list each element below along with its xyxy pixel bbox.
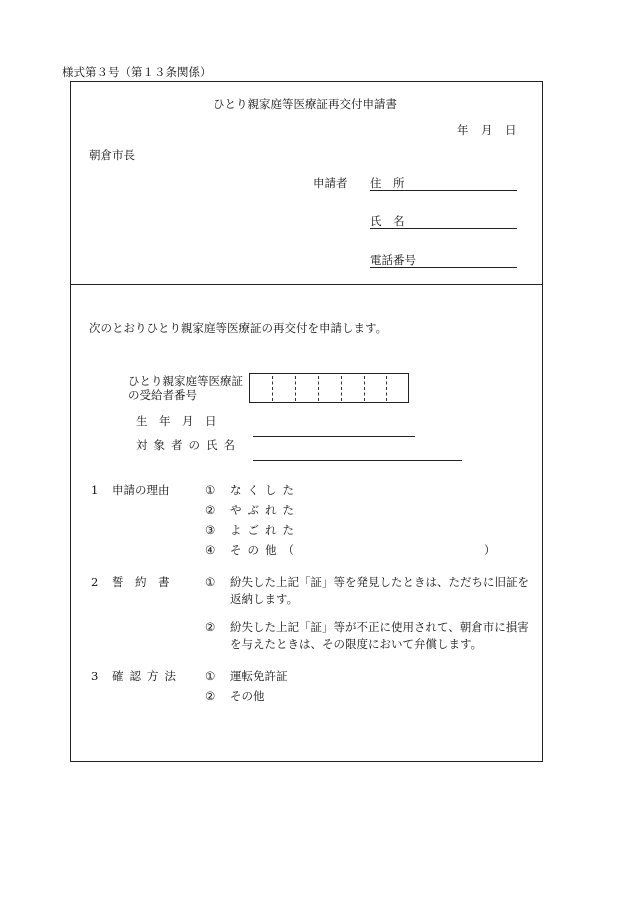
verification-option-mark[interactable]: ① [205,669,216,683]
reason-option-mark[interactable]: ② [205,503,216,517]
applicant-label: 申請者 [313,176,348,190]
intro-text: 次のとおりひとり親家庭等医療証の再交付を申請します。 [89,321,388,335]
reason-other-close-paren: ） [484,543,496,557]
subject-name-label: 対象者の氏名 [136,438,241,452]
digit-separator [295,376,296,401]
verification-option-other: その他 [230,689,265,703]
reason-option-other: その他（ [230,543,300,557]
digit-separator [341,376,342,401]
reason-option-lost: なくした [230,483,300,497]
recipient-number-input[interactable] [249,373,409,403]
phone-label: 電話番号 [370,253,416,267]
addressee: 朝倉市長 [89,148,135,162]
pledge-item-1-line2: 返納します。 [230,592,299,606]
digit-separator [272,376,273,401]
address-field-line[interactable] [370,190,517,191]
pledge-item-mark: ② [205,620,216,634]
reason-number: 1 [91,483,99,497]
verification-label: 確認方法 [112,669,182,683]
address-label: 住 所 [370,176,405,190]
date-day-label: 日 [505,123,517,137]
date-year-label: 年 [457,123,469,137]
pledge-item-mark: ① [205,575,216,589]
birthdate-label: 生 年 月 日 [136,414,217,428]
page-title: ひとり親家庭等医療証再交付申請書 [213,97,397,111]
subject-name-field-line[interactable] [253,460,462,461]
reason-option-torn: やぶれた [230,503,300,517]
digit-separator [386,376,387,401]
pledge-item-2-line1: 紛失した上記「証」等が不正に使用されて、朝倉市に損害 [230,620,529,634]
name-field-line[interactable] [370,228,517,229]
name-label: 氏 名 [370,214,405,228]
verification-option-mark[interactable]: ② [205,689,216,703]
recipient-number-label-line2: の受給者番号 [128,388,197,402]
pledge-item-2-line2: を与えたときは、その限度において弁償します。 [230,637,483,651]
reason-label: 申請の理由 [112,483,170,497]
pledge-number: 2 [91,575,99,589]
verification-number: 3 [91,669,99,683]
birthdate-field-line[interactable] [253,436,415,437]
digit-separator [364,376,365,401]
form-number: 様式第３号（第１３条関係） [62,65,212,79]
recipient-number-label-line1: ひとり親家庭等医療証 [128,374,243,388]
phone-field-line[interactable] [370,267,517,268]
reason-option-mark[interactable]: ① [205,483,216,497]
reason-option-mark[interactable]: ④ [205,543,216,557]
verification-option-license: 運転免許証 [230,669,288,683]
section-divider [70,284,543,285]
pledge-label: 誓 約 書 [112,575,170,589]
reason-option-mark[interactable]: ③ [205,523,216,537]
reason-option-dirty: よごれた [230,523,300,537]
digit-separator [318,376,319,401]
pledge-item-1-line1: 紛失した上記「証」等を発見したときは、ただちに旧証を [230,575,529,589]
date-month-label: 月 [481,123,493,137]
